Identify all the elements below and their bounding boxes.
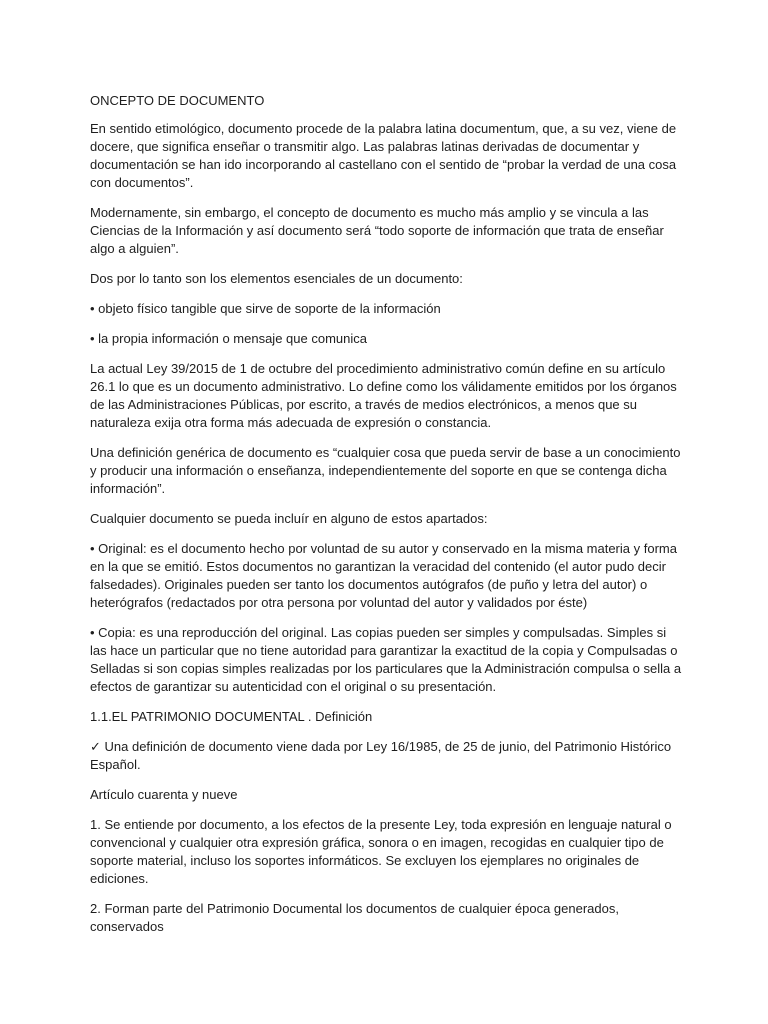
paragraph-modern-concept: Modernamente, sin embargo, el concepto de documento es mucho más amplio y se vincula a las Ciencias de la Información y así documento será “todo soporte de información que trata de enseñar algo a alguien”.: [90, 205, 664, 256]
bullet-physical-object: • objeto físico tangible que sirve de soporte de la información: [90, 301, 441, 316]
article-clause-1: 1. Se entiende por documento, a los efectos de la presente Ley, toda expresión en lenguaje natural o convencional y cualquier otra expresión gráfica, sonora o en imagen, recogidas en cualquier tipo de soporte material, incluso los soportes informáticos. Se excluyen los ejemplares no originales de ediciones.: [90, 817, 672, 886]
paragraph-categories-intro: Cualquier documento se pueda incluír en alguno de estos apartados:: [90, 511, 488, 526]
document-body: [90, 92, 682, 948]
paragraph-generic-definition: Una definición genérica de documento es “cualquier cosa que pueda servir de base a un conocimiento y producir una información o enseñanza, independientemente del soporte en que se contenga dicha información”.: [90, 445, 681, 496]
paragraph-ley-39-2015: La actual Ley 39/2015 de 1 de octubre del procedimiento administrativo común define en su artículo 26.1 lo que es un documento administrativo. Lo define como los válidamente emitidos por los órganos de las Administraciones Públicas, por escrito, a través de medios electrónicos, a menos que su naturaleza exija otra forma más adecuada de expresión o constancia.: [90, 361, 677, 430]
paragraph-etymology: En sentido etimológico, documento procede de la palabra latina documentum, que, a su vez, viene de docere, que significa enseñar o transmitir algo. Las palabras latinas derivadas de documentar y documentación se han ido incorporando al castellano con el sentido de “probar la verdad de una cosa con documentos”.: [90, 121, 677, 190]
article-clause-2: 2. Forman parte del Patrimonio Documental los documentos de cualquier época generados, conservados: [90, 901, 619, 934]
paragraph-ley-16-1985: ✓ Una definición de documento viene dada por Ley 16/1985, de 25 de junio, del Patrimonio Histórico Español.: [90, 739, 672, 772]
bullet-copia: • Copia: es una reproducción del original. Las copias pueden ser simples y compulsadas. Simples si las hace un particular que no tiene autoridad para garantizar la exactitud de la copia y Compulsadas o Selladas si son copias simples realizadas por los particulares que la Administración compulsa o sella a efectos de garantizar su autenticidad con el original o su presentación.: [90, 625, 682, 694]
bullet-original: • Original: es el documento hecho por voluntad de su autor y conservado en la misma materia y forma en la que se emitió. Estos documentos no garantizan la veracidad del contenido (el autor pudo decir falsedades). Originales pueden ser tanto los documentos autógrafos (de puño y letra del autor) o heterógrafos (redactados por otra persona por voluntad del autor y validados por éste): [90, 541, 677, 610]
paragraph-essential-elements: Dos por lo tanto son los elementos esenciales de un documento:: [90, 271, 463, 286]
section-heading-patrimonio: 1.1.EL PATRIMONIO DOCUMENTAL . Definición: [90, 709, 373, 724]
document-title: ONCEPTO DE DOCUMENTO: [90, 93, 265, 108]
article-heading: Artículo cuarenta y nueve: [90, 787, 238, 802]
bullet-information: • la propia información o mensaje que comunica: [90, 331, 367, 346]
